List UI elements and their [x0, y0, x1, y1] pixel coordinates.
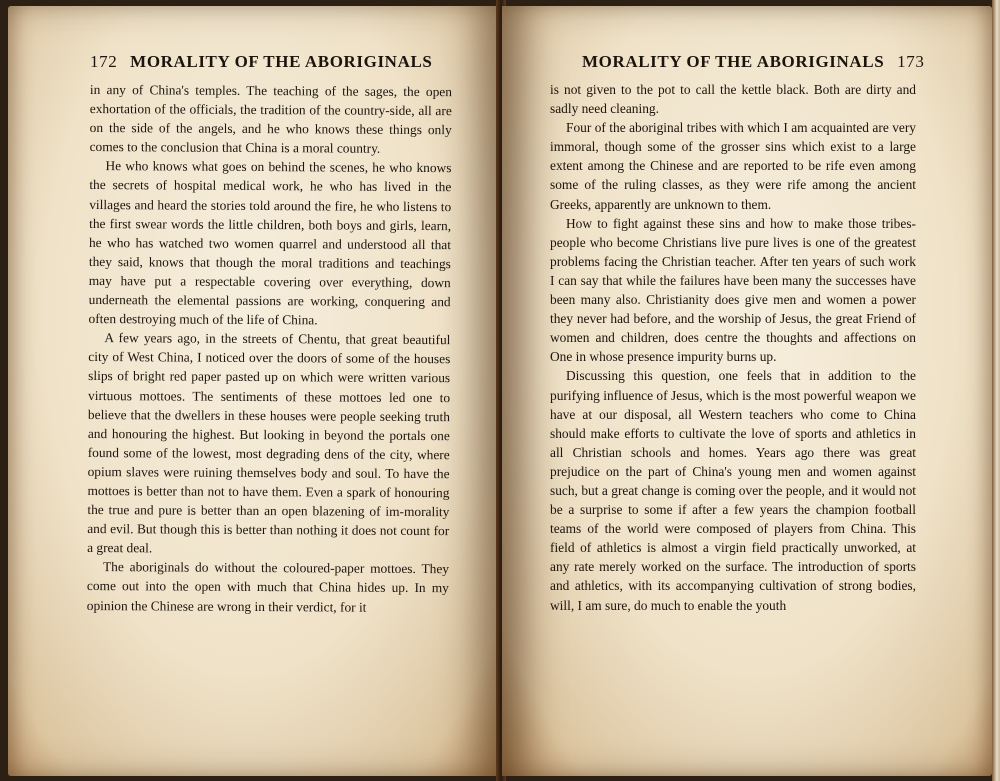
paragraph: A few years ago, in the streets of Chentu, that great beautiful city of West China, I noticed over the doors of some of the houses slips of bright red paper pasted up on which were written various virtuous mottoes. The sentiments of these mottoes led one to believe that the dwellers in these houses were people seeking truth and honouring the highest. But looking in beyond the portals one found some of the lowest, most degrading dens of the city, where opium slaves were ruining themselves body and soul. To have the mottoes is better than not to have them. Even a spark of honouring the true and pure is better than an open blazening of im-morality and evil. But though this is better than nothing it does not count for a great deal.: [87, 330, 451, 556]
paragraph: He who knows what goes on behind the scenes, he who knows the secrets of hospital medical work, he who has lived in the villages and heard the stories told around the fire, he who listens to the first swear words the little children, both boys and girls, learn, he who has watched two women quarrel and understood all that they said, knows that though the moral traditions and teachings may have put a respectable covering over everything, down underneath the elemental passions are working, conquering and often destroying much of the life of China.: [88, 158, 452, 328]
paragraph: in any of China's temples. The teaching of the sages, the open exhortation of the officials, the tradition of the country-side, all are on the side of the angels, and he who knows these things only comes to the conclusion that China is a moral country.: [89, 81, 452, 157]
page-edges: [992, 0, 1000, 781]
paragraph: Discussing this question, one feels that in addition to the purifying influence of Jesus, which is the most powerful weapon we have at our disposal, all Western teachers who come to China should make efforts to cultivate the love of sports and athletics in all Christian schools and homes. Years ago there was great prejudice on the part of China's young men and women against such, but a great change is coming over the people, and it would not be a surprise to some if after a few years the champion football teams of the world were composed of players from China. This field of athletics is almost a virgin field practically unworked, at any rate merely worked on the surface. The introduction of sports and athletics, with its accompanying cultivation of strong bodies, will, I am sure, do much to enable the youth: [550, 368, 916, 613]
right-page-body: [550, 80, 916, 615]
paragraph: How to fight against these sins and how to make those tribes-people who become Christians live pure lives is one of the greatest problems facing the Christian teacher. After ten years of such work I can say that while the failures have been many the successes have been many also. Christianity does give men and women a power they never had before, and the worship of Jesus, the great Friend of women and children, does centre the thoughts and affections on One in whose presence impurity burns up.: [550, 215, 916, 365]
page-number: 172: [90, 52, 118, 71]
left-page-header: [90, 52, 433, 76]
left-page: [8, 6, 500, 776]
paragraph: is not given to the pot to call the kettle black. Both are dirty and sadly need cleaning.: [550, 82, 916, 117]
running-title: MORALITY OF THE ABORIGINALS: [582, 52, 885, 71]
paragraph: The aboriginals do without the coloured-paper mottoes. They come out into the open with much that China hides up. In my opinion the Chinese are wrong in their verdict, for it: [86, 559, 450, 615]
right-page-header: [582, 52, 925, 76]
running-title: MORALITY OF THE ABORIGINALS: [130, 52, 433, 71]
right-page: [502, 6, 992, 776]
page-number: 173: [897, 52, 925, 71]
paragraph: Four of the aboriginal tribes with which I am acquainted are very immoral, though some of the grosser sins which exist to a large extent among the Chinese and are reported to be rife even among some of the ruling classes, as they were rife among the ancient Greeks, apparently are unknown to them.: [550, 120, 916, 212]
left-page-body: [87, 80, 452, 617]
